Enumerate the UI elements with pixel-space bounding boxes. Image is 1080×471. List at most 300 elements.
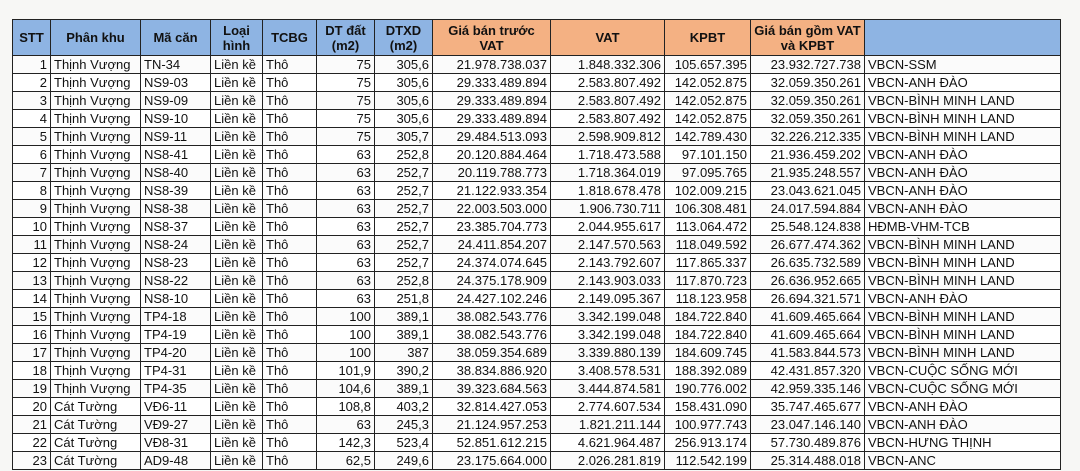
cell-loai-hinh: Liền kề (211, 236, 263, 254)
cell-tcbg: Thô (263, 344, 317, 362)
cell-dt-dat: 104,6 (317, 380, 375, 398)
cell-kpbt: 158.431.090 (665, 398, 751, 416)
cell-dtxd: 252,7 (375, 254, 433, 272)
cell-gia-truoc-vat: 24.375.178.909 (433, 272, 551, 290)
cell-ma-can: TP4-20 (141, 344, 211, 362)
cell-tcbg: Thô (263, 326, 317, 344)
cell-tcbg: Thô (263, 272, 317, 290)
cell-dtxd: 252,7 (375, 218, 433, 236)
cell-ghi-chu: VBCN-BÌNH MINH LAND (865, 128, 1061, 146)
cell-dtxd: 389,1 (375, 380, 433, 398)
cell-gia-gom-vat: 21.935.248.557 (751, 164, 865, 182)
cell-dt-dat: 63 (317, 254, 375, 272)
cell-ma-can: TN-34 (141, 56, 211, 74)
cell-gia-gom-vat: 26.636.952.665 (751, 272, 865, 290)
cell-tcbg: Thô (263, 164, 317, 182)
cell-ghi-chu: VBCN-ANH ĐÀO (865, 290, 1061, 308)
cell-ghi-chu: HĐMB-VHM-TCB (865, 218, 1061, 236)
cell-ghi-chu: VBCN-HƯNG THỊNH (865, 434, 1061, 452)
cell-vat: 2.149.095.367 (551, 290, 665, 308)
cell-kpbt: 190.776.002 (665, 380, 751, 398)
cell-kpbt: 256.913.174 (665, 434, 751, 452)
cell-dtxd: 305,6 (375, 74, 433, 92)
cell-loai-hinh: Liền kề (211, 92, 263, 110)
table-row (13, 254, 1061, 272)
cell-dtxd: 252,7 (375, 164, 433, 182)
table-row (13, 218, 1061, 236)
cell-tcbg: Thô (263, 308, 317, 326)
cell-ghi-chu: VBCN-ANH ĐÀO (865, 146, 1061, 164)
cell-gia-truoc-vat: 21.122.933.354 (433, 182, 551, 200)
cell-vat: 1.821.211.144 (551, 416, 665, 434)
cell-stt: 8 (13, 182, 51, 200)
cell-loai-hinh: Liền kề (211, 380, 263, 398)
cell-ghi-chu: VBCN-SSM (865, 56, 1061, 74)
cell-gia-truoc-vat: 38.082.543.776 (433, 308, 551, 326)
table-row (13, 200, 1061, 218)
cell-tcbg: Thô (263, 182, 317, 200)
cell-stt: 17 (13, 344, 51, 362)
cell-gia-truoc-vat: 23.175.664.000 (433, 452, 551, 470)
cell-dtxd: 387 (375, 344, 433, 362)
cell-gia-truoc-vat: 23.385.704.773 (433, 218, 551, 236)
cell-gia-truoc-vat: 38.059.354.689 (433, 344, 551, 362)
cell-phan-khu: Thịnh Vượng (51, 110, 141, 128)
cell-gia-gom-vat: 42.431.857.320 (751, 362, 865, 380)
cell-vat: 4.621.964.487 (551, 434, 665, 452)
cell-tcbg: Thô (263, 92, 317, 110)
cell-tcbg: Thô (263, 236, 317, 254)
cell-phan-khu: Thịnh Vượng (51, 182, 141, 200)
cell-phan-khu: Thịnh Vượng (51, 254, 141, 272)
cell-phan-khu: Thịnh Vượng (51, 290, 141, 308)
cell-ghi-chu: VBCN-ANH ĐÀO (865, 200, 1061, 218)
cell-stt: 3 (13, 92, 51, 110)
cell-tcbg: Thô (263, 434, 317, 452)
cell-kpbt: 184.722.840 (665, 308, 751, 326)
cell-loai-hinh: Liền kề (211, 416, 263, 434)
cell-phan-khu: Thịnh Vượng (51, 218, 141, 236)
cell-phan-khu: Thịnh Vượng (51, 92, 141, 110)
cell-kpbt: 112.542.199 (665, 452, 751, 470)
cell-kpbt: 184.609.745 (665, 344, 751, 362)
cell-dt-dat: 75 (317, 74, 375, 92)
cell-gia-gom-vat: 42.959.335.146 (751, 380, 865, 398)
cell-tcbg: Thô (263, 362, 317, 380)
cell-phan-khu: Thịnh Vượng (51, 344, 141, 362)
header-cell-ghi-chu (865, 20, 1061, 56)
cell-ghi-chu: VBCN-BÌNH MINH LAND (865, 236, 1061, 254)
cell-dtxd: 245,3 (375, 416, 433, 434)
table-row (13, 92, 1061, 110)
cell-ma-can: VĐ6-11 (141, 398, 211, 416)
cell-ghi-chu: VBCN-ANH ĐÀO (865, 416, 1061, 434)
cell-tcbg: Thô (263, 128, 317, 146)
cell-ma-can: NS8-22 (141, 272, 211, 290)
cell-gia-gom-vat: 21.936.459.202 (751, 146, 865, 164)
cell-loai-hinh: Liền kề (211, 290, 263, 308)
cell-stt: 15 (13, 308, 51, 326)
table-row (13, 236, 1061, 254)
header-cell-gia-truoc-vat: Giá bán trước VAT (433, 20, 551, 56)
cell-stt: 19 (13, 380, 51, 398)
cell-dt-dat: 101,9 (317, 362, 375, 380)
cell-dtxd: 305,7 (375, 128, 433, 146)
cell-ghi-chu: VBCN-ANH ĐÀO (865, 164, 1061, 182)
cell-tcbg: Thô (263, 416, 317, 434)
cell-kpbt: 106.308.481 (665, 200, 751, 218)
cell-gia-truoc-vat: 22.003.503.000 (433, 200, 551, 218)
cell-loai-hinh: Liền kề (211, 56, 263, 74)
cell-gia-gom-vat: 57.730.489.876 (751, 434, 865, 452)
cell-dtxd: 389,1 (375, 308, 433, 326)
cell-gia-gom-vat: 25.314.488.018 (751, 452, 865, 470)
table-row (13, 398, 1061, 416)
cell-ma-can: NS8-23 (141, 254, 211, 272)
cell-loai-hinh: Liền kề (211, 254, 263, 272)
cell-ma-can: NS8-24 (141, 236, 211, 254)
table-row (13, 308, 1061, 326)
cell-stt: 12 (13, 254, 51, 272)
cell-ma-can: TP4-35 (141, 380, 211, 398)
cell-dt-dat: 63 (317, 218, 375, 236)
header-cell-dt-dat: DT đất (m2) (317, 20, 375, 56)
table-row (13, 128, 1061, 146)
cell-gia-gom-vat: 32.059.350.261 (751, 92, 865, 110)
cell-gia-truoc-vat: 21.978.738.037 (433, 56, 551, 74)
cell-dt-dat: 63 (317, 182, 375, 200)
cell-tcbg: Thô (263, 74, 317, 92)
cell-stt: 13 (13, 272, 51, 290)
cell-kpbt: 105.657.395 (665, 56, 751, 74)
cell-vat: 3.342.199.048 (551, 326, 665, 344)
cell-ghi-chu: VBCN-BÌNH MINH LAND (865, 344, 1061, 362)
cell-loai-hinh: Liền kề (211, 218, 263, 236)
cell-dtxd: 389,1 (375, 326, 433, 344)
cell-ma-can: AD9-48 (141, 452, 211, 470)
cell-ma-can: TP4-31 (141, 362, 211, 380)
cell-phan-khu: Cát Tường (51, 398, 141, 416)
cell-phan-khu: Thịnh Vượng (51, 56, 141, 74)
cell-phan-khu: Thịnh Vượng (51, 146, 141, 164)
header-cell-kpbt: KPBT (665, 20, 751, 56)
table-row (13, 146, 1061, 164)
cell-vat: 2.147.570.563 (551, 236, 665, 254)
cell-loai-hinh: Liền kề (211, 164, 263, 182)
cell-ghi-chu: VBCN-ANH ĐÀO (865, 398, 1061, 416)
cell-phan-khu: Thịnh Vượng (51, 380, 141, 398)
cell-stt: 18 (13, 362, 51, 380)
cell-gia-truoc-vat: 21.124.957.253 (433, 416, 551, 434)
cell-loai-hinh: Liền kề (211, 398, 263, 416)
cell-gia-truoc-vat: 29.333.489.894 (433, 110, 551, 128)
cell-gia-gom-vat: 26.635.732.589 (751, 254, 865, 272)
cell-phan-khu: Thịnh Vượng (51, 74, 141, 92)
cell-kpbt: 142.052.875 (665, 92, 751, 110)
cell-gia-gom-vat: 23.932.727.738 (751, 56, 865, 74)
cell-gia-gom-vat: 35.747.465.677 (751, 398, 865, 416)
cell-gia-truoc-vat: 24.411.854.207 (433, 236, 551, 254)
header-row (13, 20, 1061, 56)
cell-phan-khu: Thịnh Vượng (51, 236, 141, 254)
header-cell-gia-gom-vat: Giá bán gồm VAT và KPBT (751, 20, 865, 56)
cell-phan-khu: Thịnh Vượng (51, 200, 141, 218)
cell-vat: 2.044.955.617 (551, 218, 665, 236)
cell-dtxd: 252,7 (375, 236, 433, 254)
cell-phan-khu: Thịnh Vượng (51, 362, 141, 380)
cell-ma-can: NS8-40 (141, 164, 211, 182)
cell-gia-truoc-vat: 32.814.427.053 (433, 398, 551, 416)
cell-ghi-chu: VBCN-ANH ĐÀO (865, 74, 1061, 92)
cell-vat: 2.583.807.492 (551, 92, 665, 110)
cell-vat: 3.444.874.581 (551, 380, 665, 398)
cell-gia-gom-vat: 24.017.594.884 (751, 200, 865, 218)
header-cell-vat: VAT (551, 20, 665, 56)
cell-dt-dat: 75 (317, 92, 375, 110)
cell-phan-khu: Thịnh Vượng (51, 308, 141, 326)
cell-gia-truoc-vat: 24.374.074.645 (433, 254, 551, 272)
cell-dt-dat: 142,3 (317, 434, 375, 452)
cell-kpbt: 113.064.472 (665, 218, 751, 236)
cell-gia-gom-vat: 25.548.124.838 (751, 218, 865, 236)
cell-gia-gom-vat: 26.677.474.362 (751, 236, 865, 254)
table-body (13, 56, 1061, 470)
table-row (13, 416, 1061, 434)
cell-vat: 2.143.903.033 (551, 272, 665, 290)
cell-tcbg: Thô (263, 398, 317, 416)
cell-ghi-chu: VBCN-BÌNH MINH LAND (865, 326, 1061, 344)
cell-ghi-chu: VBCN-CUỘC SỐNG MỚI (865, 380, 1061, 398)
cell-vat: 2.143.792.607 (551, 254, 665, 272)
cell-kpbt: 142.789.430 (665, 128, 751, 146)
cell-vat: 3.408.578.531 (551, 362, 665, 380)
cell-loai-hinh: Liền kề (211, 128, 263, 146)
cell-dtxd: 305,6 (375, 110, 433, 128)
header-cell-ma-can: Mã căn (141, 20, 211, 56)
cell-stt: 14 (13, 290, 51, 308)
cell-kpbt: 118.123.958 (665, 290, 751, 308)
cell-phan-khu: Thịnh Vượng (51, 272, 141, 290)
cell-dt-dat: 63 (317, 416, 375, 434)
cell-gia-gom-vat: 41.609.465.664 (751, 326, 865, 344)
cell-loai-hinh: Liền kề (211, 308, 263, 326)
cell-tcbg: Thô (263, 200, 317, 218)
cell-dtxd: 305,6 (375, 56, 433, 74)
cell-stt: 4 (13, 110, 51, 128)
price-table (12, 19, 1061, 470)
cell-kpbt: 142.052.875 (665, 74, 751, 92)
table-row (13, 74, 1061, 92)
cell-ma-can: NS8-39 (141, 182, 211, 200)
cell-phan-khu: Cát Tường (51, 416, 141, 434)
cell-tcbg: Thô (263, 452, 317, 470)
header-cell-tcbg: TCBG (263, 20, 317, 56)
cell-gia-truoc-vat: 29.333.489.894 (433, 74, 551, 92)
cell-gia-truoc-vat: 24.427.102.246 (433, 290, 551, 308)
cell-kpbt: 188.392.089 (665, 362, 751, 380)
cell-gia-gom-vat: 41.609.465.664 (751, 308, 865, 326)
cell-gia-truoc-vat: 29.333.489.894 (433, 92, 551, 110)
cell-phan-khu: Thịnh Vượng (51, 128, 141, 146)
table-row (13, 434, 1061, 452)
cell-dt-dat: 63 (317, 146, 375, 164)
cell-loai-hinh: Liền kề (211, 326, 263, 344)
cell-stt: 20 (13, 398, 51, 416)
cell-gia-truoc-vat: 39.323.684.563 (433, 380, 551, 398)
cell-dtxd: 403,2 (375, 398, 433, 416)
cell-stt: 9 (13, 200, 51, 218)
header-cell-loai-hinh: Loại hình (211, 20, 263, 56)
cell-tcbg: Thô (263, 56, 317, 74)
cell-vat: 2.026.281.819 (551, 452, 665, 470)
table-row (13, 362, 1061, 380)
cell-kpbt: 102.009.215 (665, 182, 751, 200)
cell-gia-truoc-vat: 38.082.543.776 (433, 326, 551, 344)
cell-gia-gom-vat: 23.047.146.140 (751, 416, 865, 434)
cell-ma-can: NS8-37 (141, 218, 211, 236)
cell-dtxd: 390,2 (375, 362, 433, 380)
cell-ma-can: VĐ8-31 (141, 434, 211, 452)
table-row (13, 164, 1061, 182)
cell-vat: 2.583.807.492 (551, 74, 665, 92)
cell-vat: 2.598.909.812 (551, 128, 665, 146)
cell-dt-dat: 75 (317, 110, 375, 128)
cell-loai-hinh: Liền kề (211, 182, 263, 200)
cell-tcbg: Thô (263, 110, 317, 128)
cell-stt: 23 (13, 452, 51, 470)
table-row (13, 380, 1061, 398)
cell-vat: 3.342.199.048 (551, 308, 665, 326)
table-row (13, 272, 1061, 290)
cell-gia-gom-vat: 23.043.621.045 (751, 182, 865, 200)
cell-kpbt: 100.977.743 (665, 416, 751, 434)
cell-gia-gom-vat: 32.059.350.261 (751, 74, 865, 92)
cell-dtxd: 252,8 (375, 272, 433, 290)
table-row (13, 452, 1061, 470)
cell-dt-dat: 75 (317, 56, 375, 74)
cell-stt: 16 (13, 326, 51, 344)
cell-ghi-chu: VBCN-BÌNH MINH LAND (865, 254, 1061, 272)
table-row (13, 344, 1061, 362)
cell-loai-hinh: Liền kề (211, 146, 263, 164)
cell-dt-dat: 63 (317, 290, 375, 308)
cell-ma-can: VĐ9-27 (141, 416, 211, 434)
cell-ghi-chu: VBCN-ANC (865, 452, 1061, 470)
cell-kpbt: 118.049.592 (665, 236, 751, 254)
cell-dtxd: 252,7 (375, 182, 433, 200)
cell-vat: 2.583.807.492 (551, 110, 665, 128)
cell-ma-can: TP4-19 (141, 326, 211, 344)
cell-dt-dat: 100 (317, 344, 375, 362)
cell-kpbt: 97.095.765 (665, 164, 751, 182)
cell-gia-truoc-vat: 29.484.513.093 (433, 128, 551, 146)
cell-dtxd: 305,6 (375, 92, 433, 110)
header-cell-stt: STT (13, 20, 51, 56)
cell-dtxd: 252,7 (375, 200, 433, 218)
cell-gia-gom-vat: 26.694.321.571 (751, 290, 865, 308)
table-row (13, 110, 1061, 128)
cell-kpbt: 117.870.723 (665, 272, 751, 290)
cell-gia-gom-vat: 32.059.350.261 (751, 110, 865, 128)
cell-gia-truoc-vat: 52.851.612.215 (433, 434, 551, 452)
cell-dt-dat: 62,5 (317, 452, 375, 470)
cell-phan-khu: Cát Tường (51, 434, 141, 452)
cell-dt-dat: 100 (317, 326, 375, 344)
cell-kpbt: 142.052.875 (665, 110, 751, 128)
cell-vat: 3.339.880.139 (551, 344, 665, 362)
cell-phan-khu: Thịnh Vượng (51, 326, 141, 344)
cell-stt: 22 (13, 434, 51, 452)
cell-ma-can: NS8-10 (141, 290, 211, 308)
cell-gia-truoc-vat: 20.119.788.773 (433, 164, 551, 182)
cell-phan-khu: Thịnh Vượng (51, 164, 141, 182)
table-row (13, 182, 1061, 200)
cell-stt: 21 (13, 416, 51, 434)
cell-phan-khu: Cát Tường (51, 452, 141, 470)
cell-dt-dat: 63 (317, 236, 375, 254)
cell-ghi-chu: VBCN-BÌNH MINH LAND (865, 272, 1061, 290)
cell-vat: 1.848.332.306 (551, 56, 665, 74)
cell-ma-can: NS9-03 (141, 74, 211, 92)
cell-loai-hinh: Liền kề (211, 362, 263, 380)
cell-dtxd: 523,4 (375, 434, 433, 452)
cell-gia-gom-vat: 32.226.212.335 (751, 128, 865, 146)
cell-kpbt: 97.101.150 (665, 146, 751, 164)
cell-dt-dat: 75 (317, 128, 375, 146)
cell-ghi-chu: VBCN-CUỘC SỐNG MỚI (865, 362, 1061, 380)
cell-ma-can: NS8-38 (141, 200, 211, 218)
cell-vat: 1.818.678.478 (551, 182, 665, 200)
cell-ghi-chu: VBCN-ANH ĐÀO (865, 182, 1061, 200)
cell-ma-can: NS8-41 (141, 146, 211, 164)
cell-loai-hinh: Liền kề (211, 200, 263, 218)
cell-vat: 1.906.730.711 (551, 200, 665, 218)
cell-tcbg: Thô (263, 218, 317, 236)
cell-stt: 5 (13, 128, 51, 146)
cell-loai-hinh: Liền kề (211, 272, 263, 290)
cell-ghi-chu: VBCN-BÌNH MINH LAND (865, 92, 1061, 110)
cell-dt-dat: 63 (317, 200, 375, 218)
cell-stt: 7 (13, 164, 51, 182)
cell-ghi-chu: VBCN-BÌNH MINH LAND (865, 308, 1061, 326)
cell-kpbt: 117.865.337 (665, 254, 751, 272)
cell-tcbg: Thô (263, 254, 317, 272)
cell-dt-dat: 63 (317, 272, 375, 290)
header-cell-phan-khu: Phân khu (51, 20, 141, 56)
cell-ma-can: TP4-18 (141, 308, 211, 326)
cell-stt: 2 (13, 74, 51, 92)
table-row (13, 326, 1061, 344)
cell-dtxd: 251,8 (375, 290, 433, 308)
cell-loai-hinh: Liền kề (211, 434, 263, 452)
cell-vat: 2.774.607.534 (551, 398, 665, 416)
cell-dt-dat: 63 (317, 164, 375, 182)
header-cell-dtxd: DTXD (m2) (375, 20, 433, 56)
cell-ma-can: NS9-11 (141, 128, 211, 146)
cell-ma-can: NS9-10 (141, 110, 211, 128)
cell-dtxd: 252,8 (375, 146, 433, 164)
cell-stt: 6 (13, 146, 51, 164)
cell-ma-can: NS9-09 (141, 92, 211, 110)
cell-gia-truoc-vat: 38.834.886.920 (433, 362, 551, 380)
cell-kpbt: 184.722.840 (665, 326, 751, 344)
cell-loai-hinh: Liền kề (211, 74, 263, 92)
cell-vat: 1.718.364.019 (551, 164, 665, 182)
cell-loai-hinh: Liền kề (211, 110, 263, 128)
cell-dt-dat: 108,8 (317, 398, 375, 416)
cell-tcbg: Thô (263, 146, 317, 164)
cell-stt: 10 (13, 218, 51, 236)
